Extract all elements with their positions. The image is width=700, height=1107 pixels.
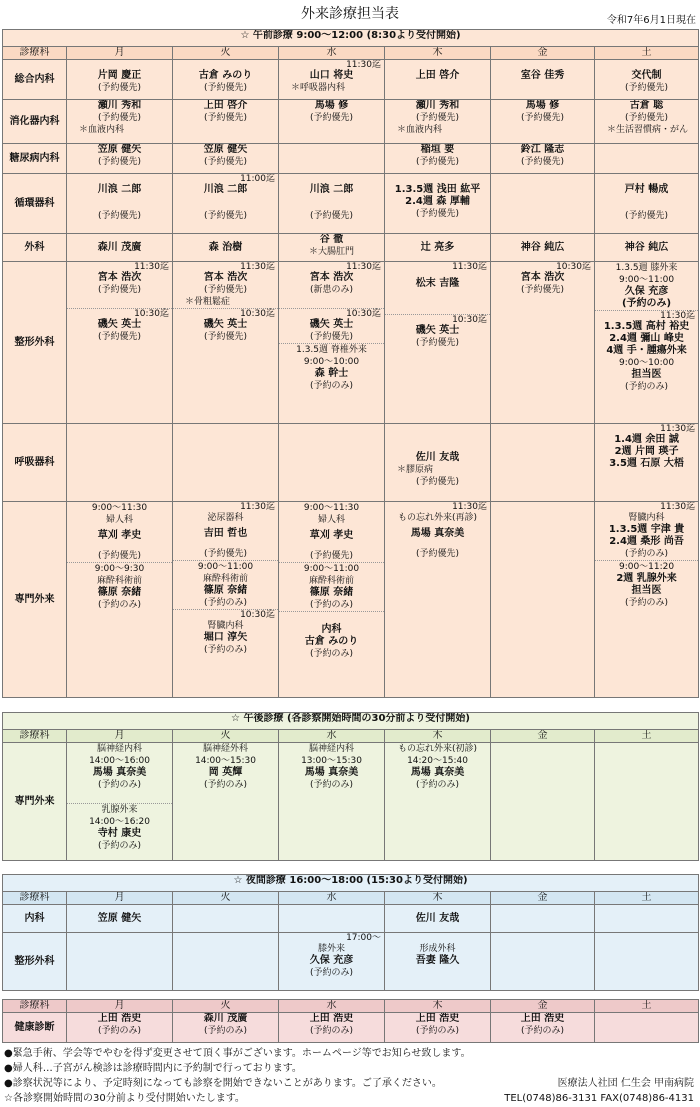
schedule-cell: 脳神経外科 14:00～15:30 岡 英輝 (予約のみ) xyxy=(173,743,279,861)
day-tue: 火 xyxy=(173,892,279,905)
schedule-cell xyxy=(595,743,699,861)
schedule-cell: 11:30迄 もの忘れ外来(再診) 馬場 真奈美 (予約優先) xyxy=(385,502,491,698)
day-thu: 木 xyxy=(385,1000,491,1013)
dept-surgery: 外科 xyxy=(3,234,67,262)
page-title: 外来診療担当表 xyxy=(301,6,399,22)
schedule-cell: 谷 徹 ＊大腸肛門 xyxy=(279,234,385,262)
schedule-cell: 11:30迄 宮本 浩次 (新患のみ) 10:30迄 磯矢 英士 (予約優先) 1.3.5週 脊椎外来 9:00～10:00 森 幹士 (予約のみ) xyxy=(279,262,385,424)
schedule-cell: 神谷 純広 xyxy=(595,234,699,262)
schedule-cell: 脳神経内科 13:00～15:30 馬場 真奈美 (予約のみ) xyxy=(279,743,385,861)
schedule-cell: 稲垣 要 (予約優先) xyxy=(385,144,491,174)
dept-internal: 内科 xyxy=(3,905,67,933)
dept-header: 診療科 xyxy=(3,1000,67,1013)
schedule-cell: 10:30迄 宮本 浩次 (予約優先) xyxy=(491,262,595,424)
schedule-cell: 川浪 二郎 (予約優先) xyxy=(67,174,173,234)
dept-respiratory: 呼吸器科 xyxy=(3,424,67,502)
schedule-cell: 森川 茂廣 xyxy=(67,234,173,262)
footnote: ☆各診察開始時間の30分前より受付開始いたします。 xyxy=(4,1093,245,1104)
schedule-cell: 上田 浩史 (予約のみ) xyxy=(491,1013,595,1043)
dept-general-internal: 総合内科 xyxy=(3,60,67,100)
dept-header: 診療科 xyxy=(3,47,67,60)
day-fri: 金 xyxy=(491,1000,595,1013)
schedule-cell xyxy=(173,905,279,933)
schedule-cell: 馬場 修 (予約優先) xyxy=(279,100,385,144)
schedule-cell: 森 治樹 xyxy=(173,234,279,262)
schedule-cell: 9:00～11:30 婦人科 草刈 孝史 (予約優先) 9:00～9:30 麻酔科術前 篠原 奈緒 (予約のみ) xyxy=(67,502,173,698)
schedule-cell xyxy=(173,424,279,502)
dept-gastroenterology: 消化器内科 xyxy=(3,100,67,144)
day-thu: 木 xyxy=(385,892,491,905)
schedule-cell: 古倉 聡 (予約優先) ＊生活習慣病・がん xyxy=(595,100,699,144)
schedule-cell: 神谷 純広 xyxy=(491,234,595,262)
schedule-cell: 上田 浩史 (予約のみ) xyxy=(385,1013,491,1043)
day-mon: 月 xyxy=(67,892,173,905)
contact-numbers: TEL(0748)86-3131 FAX(0748)86-4131 xyxy=(504,1093,694,1104)
schedule-cell: 辻 亮多 xyxy=(385,234,491,262)
schedule-cell: 川浪 二郎 (予約優先) xyxy=(279,174,385,234)
as-of-date: 令和7年6月1日現在 xyxy=(606,15,696,26)
schedule-cell: もの忘れ外来(初診) 14:20～15:40 馬場 真奈美 (予約のみ) xyxy=(385,743,491,861)
schedule-cell xyxy=(595,933,699,991)
day-mon: 月 xyxy=(67,1000,173,1013)
day-wed: 水 xyxy=(279,730,385,743)
evening-schedule-table xyxy=(2,874,699,991)
schedule-cell: 佐川 友哉 ＊膠原病 (予約優先) xyxy=(385,424,491,502)
morning-header: ☆ 午前診療 9:00～12:00 (8:30より受付開始) xyxy=(3,30,699,47)
schedule-cell: 11:30迄 松末 吉隆 10:30迄 磯矢 英士 (予約優先) xyxy=(385,262,491,424)
day-tue: 火 xyxy=(173,1000,279,1013)
schedule-cell: 戸村 暢成 (予約優先) xyxy=(595,174,699,234)
day-mon: 月 xyxy=(67,47,173,60)
schedule-cell: 11:30迄 山口 将史 ＊呼吸器内科 xyxy=(279,60,385,100)
schedule-cell: 11:30迄 宮本 浩次 (予約優先) 10:30迄 磯矢 英士 (予約優先) xyxy=(67,262,173,424)
schedule-cell: 瀬川 秀和 (予約優先) ＊血液内科 xyxy=(385,100,491,144)
schedule-cell: 脳神経内科 14:00～16:00 馬場 真奈美 (予約のみ) 乳腺外来 14:00～16:20 寺村 康史 (予約のみ) xyxy=(67,743,173,861)
schedule-cell xyxy=(595,1013,699,1043)
schedule-cell: 片岡 慶正 (予約優先) xyxy=(67,60,173,100)
day-wed: 水 xyxy=(279,47,385,60)
schedule-cell: 上田 啓介 xyxy=(385,60,491,100)
schedule-cell xyxy=(491,933,595,991)
day-sat: 土 xyxy=(595,47,699,60)
schedule-cell: 11:30迄 泌尿器科 吉田 哲也 (予約優先) 9:00～11:00 麻酔科術前 篠原 奈緒 (予約のみ) 10:30迄 腎臓内科 堀口 淳矢 (予約のみ) xyxy=(173,502,279,698)
dept-specialty: 専門外来 xyxy=(3,502,67,698)
health-check-table xyxy=(2,999,699,1043)
schedule-cell: 上田 啓介 (予約優先) xyxy=(173,100,279,144)
schedule-cell xyxy=(595,144,699,174)
schedule-cell xyxy=(491,174,595,234)
afternoon-schedule-table xyxy=(2,712,699,861)
day-fri: 金 xyxy=(491,892,595,905)
schedule-cell: 1.3.5週 浅田 紘平 2.4週 森 厚輔 (予約優先) xyxy=(385,174,491,234)
schedule-cell: 11:30迄 宮本 浩次 (予約優先) ＊骨粗鬆症 10:30迄 磯矢 英士 (予約優先) xyxy=(173,262,279,424)
footnote: ●婦人科…子宮がん検診は診療時間内に予約制で行っております。 xyxy=(4,1063,302,1074)
schedule-cell xyxy=(595,905,699,933)
schedule-cell: 笠原 健矢 (予約優先) xyxy=(67,144,173,174)
schedule-cell xyxy=(67,933,173,991)
schedule-cell: 形成外科 吾妻 隆久 xyxy=(385,933,491,991)
schedule-cell: 17:00～ 膝外来 久保 充彦 (予約のみ) xyxy=(279,933,385,991)
schedule-cell: 笠原 健矢 (予約優先) xyxy=(173,144,279,174)
schedule-cell xyxy=(491,905,595,933)
schedule-cell: 交代制 (予約優先) xyxy=(595,60,699,100)
dept-cardiology: 循環器科 xyxy=(3,174,67,234)
schedule-cell xyxy=(173,933,279,991)
footnote: ●診察状況等により、予定時刻になっても診察を開始できないことがあります。ご了承ください。 xyxy=(4,1078,442,1089)
schedule-cell: 笠原 健矢 xyxy=(67,905,173,933)
schedule-cell: 11:30迄 1.4週 余田 誠 2週 片岡 瑛子 3.5週 石原 大梧 xyxy=(595,424,699,502)
schedule-cell: 鈴江 隆志 (予約優先) xyxy=(491,144,595,174)
day-sat: 土 xyxy=(595,892,699,905)
schedule-cell: 室谷 佳秀 xyxy=(491,60,595,100)
schedule-cell xyxy=(491,424,595,502)
schedule-cell xyxy=(491,502,595,698)
schedule-cell: 上田 浩史 (予約のみ) xyxy=(279,1013,385,1043)
schedule-cell: 馬場 修 (予約優先) xyxy=(491,100,595,144)
dept-header: 診療科 xyxy=(3,730,67,743)
schedule-cell: 11:00迄 川浪 二郎 (予約優先) xyxy=(173,174,279,234)
schedule-cell: 上田 浩史 (予約のみ) xyxy=(67,1013,173,1043)
dept-health-check: 健康診断 xyxy=(3,1013,67,1043)
schedule-cell: 11:30迄 腎臓内科 1.3.5週 宇津 貴 2.4週 桑形 尚吾 (予約のみ) 9:00～11:20 2週 乳腺外来 担当医 (予約のみ) xyxy=(595,502,699,698)
schedule-cell: 9:00～11:30 婦人科 草刈 孝史 (予約優先) 9:00～11:00 麻酔科術前 篠原 奈緒 (予約のみ) 内科 古倉 みのり (予約のみ) xyxy=(279,502,385,698)
dept-diabetes: 糖尿病内科 xyxy=(3,144,67,174)
day-sat: 土 xyxy=(595,1000,699,1013)
schedule-cell xyxy=(491,743,595,861)
day-thu: 木 xyxy=(385,730,491,743)
schedule-cell: 森川 茂廣 (予約のみ) xyxy=(173,1013,279,1043)
hospital-name: 医療法人社団 仁生会 甲南病院 xyxy=(557,1078,694,1089)
schedule-cell: 瀬川 秀和 (予約優先) ＊血液内科 xyxy=(67,100,173,144)
schedule-cell xyxy=(279,144,385,174)
schedule-cell: 1.3.5週 膝外来 9:00～11:00 久保 充彦 (予約のみ) 11:30迄 1.3.5週 高村 裕史 2.4週 彌山 峰史 4週 手・腫瘍外来 9:00～10:00 担当医 (予約のみ) xyxy=(595,262,699,424)
day-tue: 火 xyxy=(173,47,279,60)
day-thu: 木 xyxy=(385,47,491,60)
morning-schedule-table xyxy=(2,29,699,698)
dept-orthopedics: 整形外科 xyxy=(3,262,67,424)
evening-header: ☆ 夜間診療 16:00～18:00 (15:30より受付開始) xyxy=(3,875,699,892)
schedule-cell xyxy=(279,424,385,502)
dept-specialty: 専門外来 xyxy=(3,743,67,861)
day-wed: 水 xyxy=(279,892,385,905)
dept-orthopedics: 整形外科 xyxy=(3,933,67,991)
day-fri: 金 xyxy=(491,730,595,743)
day-fri: 金 xyxy=(491,47,595,60)
schedule-cell: 佐川 友哉 xyxy=(385,905,491,933)
day-wed: 水 xyxy=(279,1000,385,1013)
dept-header: 診療科 xyxy=(3,892,67,905)
day-sat: 土 xyxy=(595,730,699,743)
schedule-cell xyxy=(279,905,385,933)
footnote: ●緊急手術、学会等でやむを得ず変更させて頂く事がございます。ホームページ等でお知らせ致します。 xyxy=(4,1048,471,1059)
day-tue: 火 xyxy=(173,730,279,743)
schedule-cell xyxy=(67,424,173,502)
afternoon-header: ☆ 午後診療 (各診察開始時間の30分前より受付開始) xyxy=(3,713,699,730)
schedule-cell: 古倉 みのり (予約優先) xyxy=(173,60,279,100)
day-mon: 月 xyxy=(67,730,173,743)
